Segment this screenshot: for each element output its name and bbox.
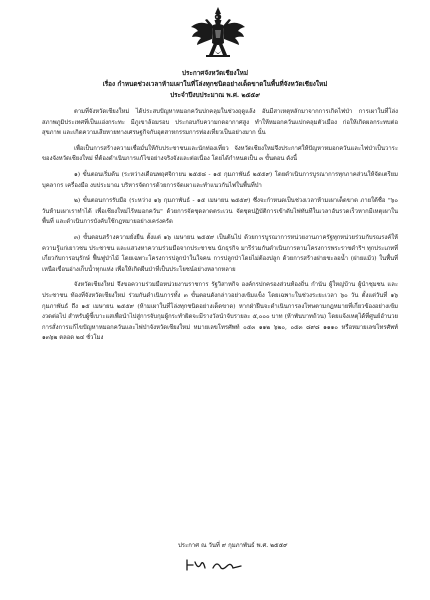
paragraph-step-2: ๒) ขั้นตอนการรับมือ (ระหว่าง ๑๖ กุมภาพันธ์ - ๑๕ เมษายน ๒๕๕๙) ซึ่งจะกำหนดเป็นช่วงเวลาห้ามเผาเด็ดขาด ภายใต้ชื่อ "๖๐ วันห้ามเผาเราทำได้ เพื่อเชียงใหม่ไร้หมอกควัน" ด้วยการจัดชุดลาดตระเวน จัดชุดปฏิบัติการเข้าดับไฟทันทีในเวลาอันรวดเร็วหากมีเหตุเผาในพื้นที่ และดำเนินการบังคับใช้กฎหมายอย่างเคร่งครัด xyxy=(42,198,398,226)
document-header xyxy=(0,68,430,101)
garuda-emblem-icon xyxy=(188,5,248,63)
document-body xyxy=(42,107,398,349)
paragraph-step-1: ๑) ขั้นตอนเริ่มต้น (ระหว่างเดือนพฤศจิกายน ๒๕๕๘ - ๑๕ กุมภาพันธ์ ๒๕๕๙) โดยดำเนินการบูรณาการทุกภาคส่วนให้จัดเตรียมบุคลากร เครื่องมือ งบประมาณ บริหารจัดการด้วยการจัดเผาและทำแนวกันไฟในพื้นที่ป่า xyxy=(42,171,398,189)
fiscal-year: ประจำปีงบประมาณ พ.ศ. ๒๕๕๙ xyxy=(170,91,260,99)
announcement-date: ประกาศ ณ วันที่ ๙ กุมภาพันธ์ พ.ศ. ๒๕๕๙ xyxy=(178,542,288,549)
paragraph-step-3: ๓) ขั้นตอนสร้างความยั่งยืน ตั้งแต่ ๑๖ เมษายน ๒๕๕๙ เป็นต้นไป ด้วยการบูรณาการหน่วยงานภาครัฐทุกหน่วยร่วมกับรณรงค์ให้ความรู้แก่เยาวชน ประชาชน และแสวงหาความร่วมมือจากประชาชน นักธุรกิจ มารีร่วมกันดำเนินการตามโครงการพระราชดำริฯ ทุกประเภทที่เกี่ยวกับการอนุรักษ์ ฟื้นฟูป่าไม้ โดยเฉพาะโครงการปลูกป่าในใจคน การปลูกป่าโดยไม่ต้องปลูก ด้วยการสร้างฝายชะลอน้ำ (ฝายแม้ว) ในพื้นที่เหนือเขื่อนอ่างเก็บน้ำทุกแห่ง เพื่อให้เกิดผืนป่าที่เป็นประโยชน์อย่างหลากหลาย xyxy=(42,234,398,273)
announcement-title: ประกาศจังหวัดเชียงใหม่ xyxy=(181,69,249,77)
paragraph-request: จังหวัดเชียงใหม่ จึงขอความร่วมมือหน่วยงานราชการ รัฐวิสาหกิจ องค์กรปกครองส่วนท้องถิ่น กำนัน ผู้ใหญ่บ้าน ผู้นำชุมชน และประชาชน ท้องที่จังหวัดเชียงใหม่ ร่วมกันดำเนินการทั้ง ๓ ขั้นตอนดังกล่าวอย่างเข้มแข็ง โดยเฉพาะในช่วงระยะเวลา ๖๐ วัน ตั้งแต่วันที่ ๑๖ กุมภาพันธ์ ถึง ๑๕ เมษายน ๒๕๕๙ (ห้ามเผาในที่โล่งทุกชนิดอย่างเด็ดขาด) หากฝ่าฝืนจะดำเนินการลงโทษตามกฎหมายที่เกี่ยวข้องอย่างเข้มงวดต่อไป สำหรับผู้ชี้เบาะแสเพื่อนำไปสู่การจับกุมผู้กระทำผิดจะมีรางวัลนำจับรายละ ๕,๐๐๐ บาท (ห้าพันบาทถ้วน) โดยแจ้งเหตุได้ที่ศูนย์อำนวยการสั่งการแก้ไขปัญหาหมอกควันและไฟป่าจังหวัดเชียงใหม่ หมายเลขโทรศัพท์ ๐๕๓ ๑๑๒ ๖๒๐, ๐๕๓ ๘๙๘ ๑๑๑๐ หรือหมายเลขโทรศัพท์ ๑๓๖๒ ตลอด ๒๔ ชั่วโมง xyxy=(42,282,398,342)
paragraph-purpose: เพื่อเป็นการสร้างความเชื่อมั่นให้กับประชาชนและนักท่องเที่ยว จังหวัดเชียงใหม่จึงประกาศให้ปัญหาหมอกควันและไฟป่าเป็นวาระของจังหวัดเชียงใหม่ ที่ต้องดำเนินการแก้ไขอย่างจริงจังและต่อเนื่อง โดยได้กำหนดเป็น ๓ ขั้นตอน ดังนี้ xyxy=(42,145,398,163)
paragraph-background: ตามที่จังหวัดเชียงใหม่ ได้ประสบปัญหาหมอกควันปกคลุมในช่วงฤดูแล้ง อันมีสาเหตุหลักมาจากการเกิดไฟป่า การเผาในที่โล่ง สภาพภูมิประเทศที่เป็นแอ่งกระทะ มีภูเขาล้อมรอบ ประกอบกับความกดอากาศสูง ทำให้หมอกควันแปกคลุมตัวเมือง ก่อให้เกิดผลกระทบต่อสุขภาพ และเกิดความเสียหายทางเศรษฐกิจกับอุตสาหกรรมการท่องเที่ยวเป็นอย่างมาก นั้น xyxy=(42,109,398,137)
announcement-subject: เรื่อง กำหนดช่วงเวลาห้ามเผาในที่โล่งทุกชนิดอย่างเด็ดขาดในพื้นที่จังหวัดเชียงใหม่ xyxy=(102,80,328,88)
signature-icon xyxy=(183,556,253,576)
